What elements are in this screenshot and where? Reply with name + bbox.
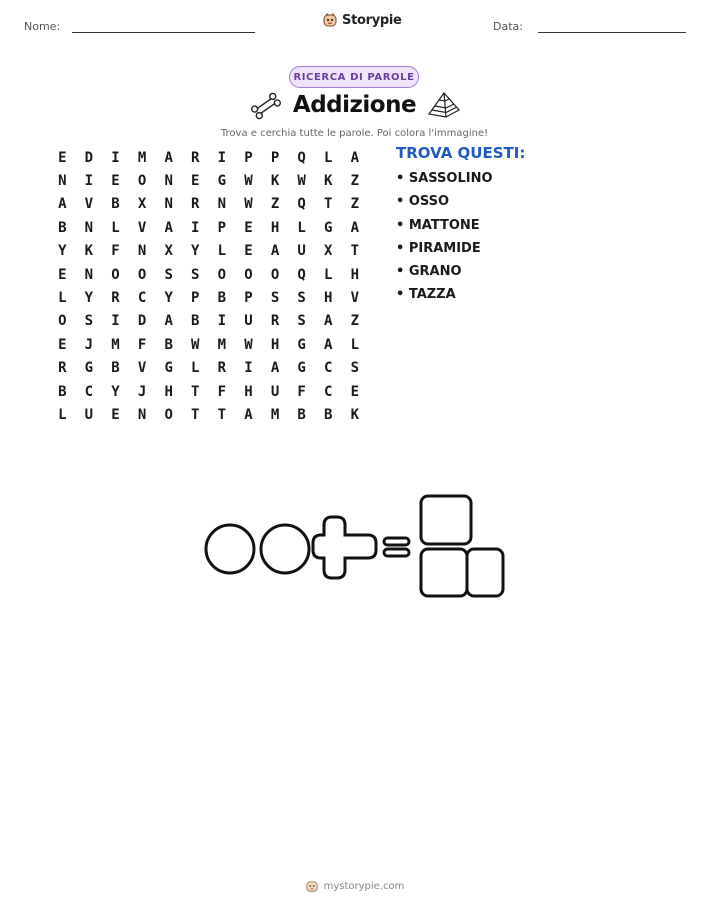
grid-letter: X (164, 243, 173, 260)
grid-letter: P (244, 149, 253, 166)
grid-letter: P (270, 149, 280, 166)
word-item: • PIRAMIDE (396, 240, 481, 256)
grid-letter: S (297, 313, 306, 330)
grid-letter: G (84, 360, 94, 377)
grid-letter: K (270, 173, 280, 190)
grid-letter: F (217, 383, 227, 400)
grid-letter: B (324, 406, 333, 423)
grid-letter: C (84, 383, 94, 400)
date-label: Data: (493, 20, 523, 33)
grid-letter: Z (350, 196, 360, 213)
grid-letter: O (164, 406, 173, 423)
grid-letter: C (324, 383, 333, 400)
grid-letter: S (350, 360, 360, 377)
grid-letter: X (324, 243, 333, 260)
grid-letter: K (84, 243, 94, 260)
grid-letter: B (58, 219, 67, 236)
word-list-title: TROVA QUESTI: (396, 144, 526, 162)
grid-letter: L (191, 360, 200, 377)
activity-badge: RICERCA DI PAROLE (289, 66, 419, 88)
grid-letter: I (111, 149, 120, 166)
grid-row (49, 403, 369, 426)
grid-letter: P (217, 219, 227, 236)
grid-letter: Y (84, 290, 94, 307)
grid-letter: N (137, 243, 147, 260)
grid-letter: W (244, 196, 253, 213)
grid-row (49, 357, 369, 380)
grid-row (49, 240, 369, 263)
grid-letter: S (297, 290, 306, 307)
grid-letter: G (297, 360, 306, 377)
grid-letter: F (137, 336, 147, 353)
square-shape (467, 549, 503, 596)
grid-letter: K (324, 173, 333, 190)
grid-letter: N (164, 196, 173, 213)
page-title: Addizione (292, 92, 417, 118)
name-line (72, 32, 255, 33)
grid-letter: H (164, 383, 173, 400)
grid-letter: B (217, 290, 227, 307)
grid-letter: T (324, 196, 333, 213)
word-item: • SASSOLINO (396, 171, 493, 186)
grid-letter: N (84, 219, 94, 236)
grid-letter: S (270, 290, 280, 307)
brand-name: Storypie (342, 12, 402, 28)
grid-letter: R (111, 290, 120, 307)
grid-letter: I (84, 173, 94, 190)
word-item: • GRANO (396, 264, 462, 280)
grid-letter: D (84, 149, 94, 166)
grid-letter: I (191, 219, 200, 236)
grid-letter: Q (297, 266, 306, 283)
grid-letter: E (111, 406, 120, 423)
grid-letter: A (164, 313, 173, 330)
grid-letter: L (324, 266, 333, 283)
grid-letter: I (111, 313, 120, 330)
grid-letter: H (324, 290, 333, 307)
pyramid-icon (426, 90, 462, 120)
grid-letter: B (297, 406, 306, 423)
grid-letter: O (270, 266, 280, 283)
grid-letter: H (270, 219, 280, 236)
grid-letter: L (217, 243, 227, 260)
grid-letter: W (191, 336, 200, 353)
grid-letter: E (191, 173, 200, 190)
grid-letter: A (324, 313, 333, 330)
grid-letter: R (191, 149, 200, 166)
grid-letter: W (244, 336, 253, 353)
grid-letter: O (244, 266, 253, 283)
grid-letter: O (137, 266, 147, 283)
grid-letter: A (270, 243, 280, 260)
plus-shape (313, 517, 376, 578)
word-search-grid (49, 146, 369, 427)
grid-row (49, 146, 369, 169)
grid-letter: R (58, 360, 67, 377)
grid-letter: T (217, 406, 227, 423)
circle-shape (261, 525, 309, 573)
date-line (538, 32, 686, 33)
grid-letter: Y (191, 243, 200, 260)
circle-shape (206, 525, 254, 573)
grid-letter: C (324, 360, 333, 377)
grid-row (49, 193, 369, 216)
grid-letter: L (111, 219, 120, 236)
grid-letter: E (350, 383, 360, 400)
grid-letter: J (84, 336, 94, 353)
grid-letter: M (217, 336, 227, 353)
storypie-logo-icon (305, 879, 319, 893)
word-list (396, 171, 493, 311)
grid-letter: C (137, 290, 147, 307)
grid-letter: N (84, 266, 94, 283)
grid-letter: P (191, 290, 200, 307)
footer-url: mystorypie.com (323, 880, 405, 892)
addition-illustration (203, 492, 508, 602)
grid-letter: V (137, 360, 147, 377)
grid-letter: N (164, 173, 173, 190)
grid-letter: E (111, 173, 120, 190)
grid-letter: S (84, 313, 94, 330)
grid-letter: J (137, 383, 147, 400)
grid-letter: O (58, 313, 67, 330)
grid-letter: A (350, 149, 360, 166)
grid-letter: D (137, 313, 147, 330)
grid-letter: N (217, 196, 227, 213)
grid-letter: Z (270, 196, 280, 213)
word-item: • OSSO (396, 194, 450, 210)
grid-letter: L (350, 336, 360, 353)
square-shape (421, 549, 467, 596)
grid-letter: E (244, 219, 253, 236)
grid-letter: U (244, 313, 253, 330)
grid-letter: U (270, 383, 280, 400)
equals-shape (384, 538, 409, 545)
grid-row (49, 286, 369, 309)
grid-letter: Z (350, 313, 360, 330)
grid-letter: N (137, 406, 147, 423)
name-label: Nome: (24, 20, 61, 33)
grid-letter: G (324, 219, 333, 236)
grid-letter: A (164, 149, 173, 166)
grid-letter: A (270, 360, 280, 377)
grid-letter: E (58, 149, 67, 166)
grid-letter: I (217, 313, 227, 330)
grid-letter: A (58, 196, 67, 213)
grid-letter: U (297, 243, 306, 260)
brand (322, 12, 402, 28)
grid-letter: R (191, 196, 200, 213)
grid-letter: H (350, 266, 360, 283)
grid-letter: A (244, 406, 253, 423)
grid-letter: A (324, 336, 333, 353)
grid-letter: X (137, 196, 147, 213)
grid-letter: M (270, 406, 280, 423)
grid-letter: F (111, 243, 120, 260)
grid-letter: B (164, 336, 173, 353)
grid-row (49, 216, 369, 239)
grid-letter: A (164, 219, 173, 236)
grid-letter: G (217, 173, 227, 190)
grid-letter: M (137, 149, 147, 166)
grid-letter: Q (297, 196, 306, 213)
grid-letter: B (111, 196, 120, 213)
grid-row (49, 169, 369, 192)
grid-letter: R (217, 360, 227, 377)
grid-letter: Y (58, 243, 67, 260)
grid-letter: Q (297, 149, 306, 166)
grid-letter: H (270, 336, 280, 353)
storypie-logo-icon (322, 12, 338, 28)
grid-letter: M (111, 336, 120, 353)
grid-letter: L (58, 406, 67, 423)
grid-letter: L (58, 290, 67, 307)
grid-letter: Y (111, 383, 120, 400)
grid-letter: R (270, 313, 280, 330)
grid-letter: N (58, 173, 67, 190)
grid-letter: Y (164, 290, 173, 307)
grid-letter: I (244, 360, 253, 377)
grid-row (49, 263, 369, 286)
footer (0, 879, 709, 893)
grid-letter: U (84, 406, 94, 423)
grid-row (49, 333, 369, 356)
equals-shape (384, 549, 409, 556)
grid-letter: V (137, 219, 147, 236)
grid-letter: W (244, 173, 253, 190)
grid-letter: Z (350, 173, 360, 190)
grid-letter: L (324, 149, 333, 166)
grid-letter: E (244, 243, 253, 260)
grid-letter: B (111, 360, 120, 377)
grid-letter: V (350, 290, 360, 307)
grid-letter: T (191, 406, 200, 423)
word-item: • TAZZA (396, 287, 456, 303)
grid-row (49, 310, 369, 333)
grid-letter: O (217, 266, 227, 283)
grid-letter: O (137, 173, 147, 190)
grid-letter: L (297, 219, 306, 236)
grid-letter: V (84, 196, 94, 213)
grid-letter: I (217, 149, 227, 166)
grid-letter: E (58, 336, 67, 353)
grid-letter: S (164, 266, 173, 283)
grid-letter: A (350, 219, 360, 236)
grid-letter: T (350, 243, 360, 260)
grid-letter: T (191, 383, 200, 400)
grid-letter: S (191, 266, 200, 283)
grid-letter: B (191, 313, 200, 330)
grid-letter: K (350, 406, 360, 423)
grid-letter: O (111, 266, 120, 283)
grid-letter: E (58, 266, 67, 283)
word-item: • MATTONE (396, 217, 480, 233)
grid-letter: B (58, 383, 67, 400)
grid-letter: W (297, 173, 306, 190)
instructions: Trova e cerchia tutte le parole. Poi colora l'immagine! (220, 128, 489, 139)
grid-letter: G (164, 360, 173, 377)
grid-letter: F (297, 383, 306, 400)
grid-letter: G (297, 336, 306, 353)
grid-letter: P (244, 290, 253, 307)
grid-letter: H (244, 383, 253, 400)
square-shape (421, 496, 471, 544)
grid-row (49, 380, 369, 403)
